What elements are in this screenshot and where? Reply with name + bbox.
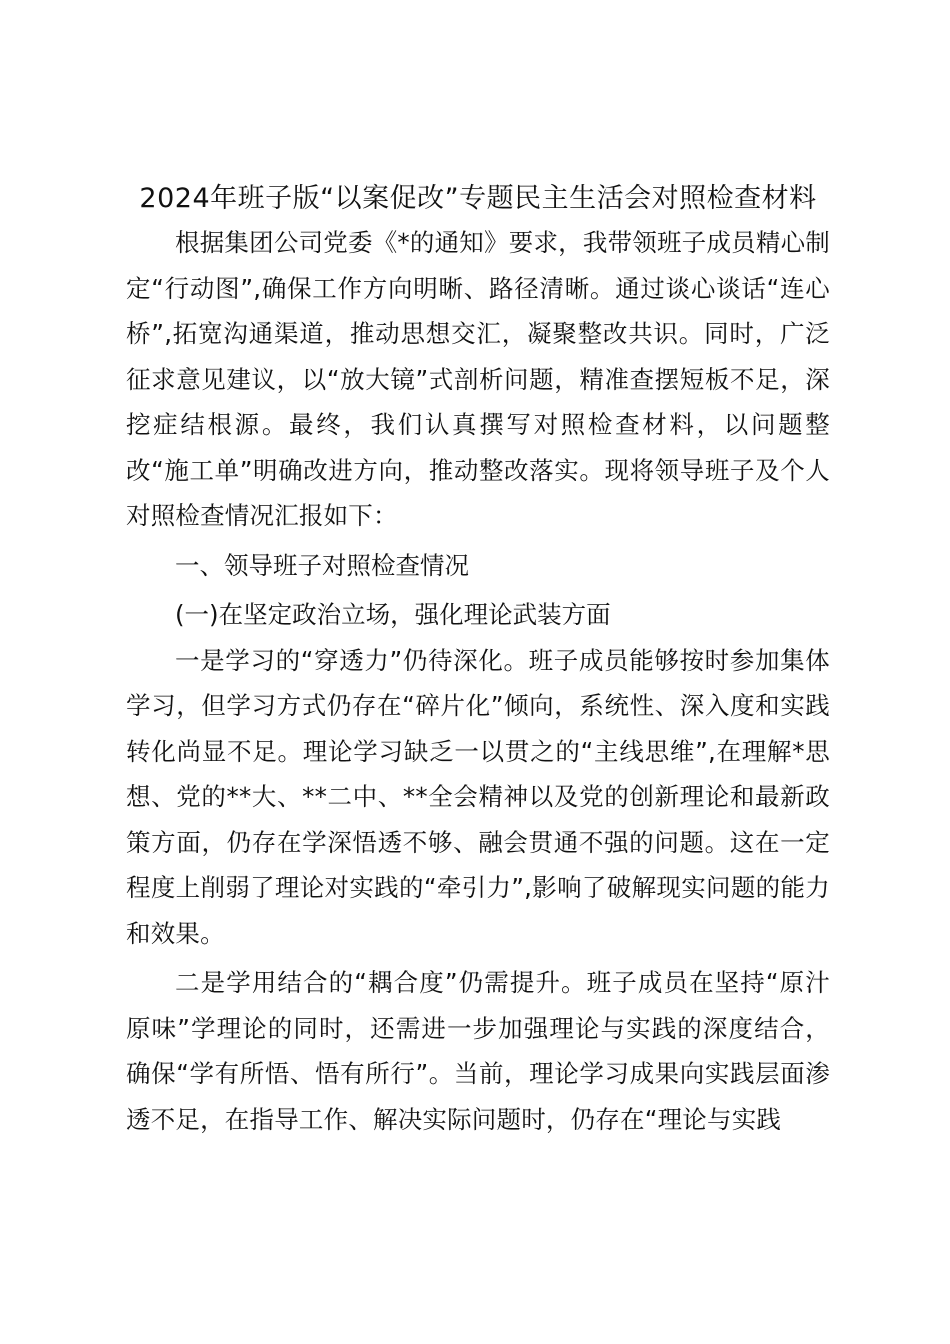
intro-paragraph: 根据集团公司党委《*的通知》要求，我带领班子成员精心制定“行动图”,确保工作方向明晰、路径清晰。通过谈心谈话“连心桥”,拓宽沟通渠道，推动思想交汇，凝聚整改共识。同时，广泛征求意见建议，以“放大镜”式剖析问题，精准查摆短板不足，深挖症结根源。最终，我们认真撰写对照检查材料，以问题整改“施工单”明确改进方向，推动整改落实。现将领导班子及个人对照检查情况汇报如下：	[126, 228, 830, 530]
document-title: 2024年班子版“以案促改”专题民主生活会对照检查材料	[139, 183, 817, 214]
document-page	[126, 178, 830, 1142]
point-two-paragraph: 二是学用结合的“耦合度”仍需提升。班子成员在坚持“原汁原味”学理论的同时，还需进一步加强理论与实践的深度结合，确保“学有所悟、悟有所行”。当前，理论学习成果向实践层面渗透不足，在指导工作、解决实际问题时，仍存在“理论与实践	[126, 968, 830, 1134]
section-heading: 一、领导班子对照检查情况	[175, 550, 469, 580]
subsection-heading: (一)在坚定政治立场，强化理论武装方面	[175, 600, 611, 629]
point-one-paragraph: 一是学习的“穿透力”仍待深化。班子成员能够按时参加集体学习，但学习方式仍存在“碎片化”倾向，系统性、深入度和实践转化尚显不足。理论学习缺乏一以贯之的“主线思维”,在理解*思想、党的**大、**二中、**全会精神以及党的创新理论和最新政策方面，仍存在学深悟透不够、融会贯通不强的问题。这在一定程度上削弱了理论对实践的“牵引力”,影响了破解现实问题的能力和效果。	[126, 645, 830, 948]
